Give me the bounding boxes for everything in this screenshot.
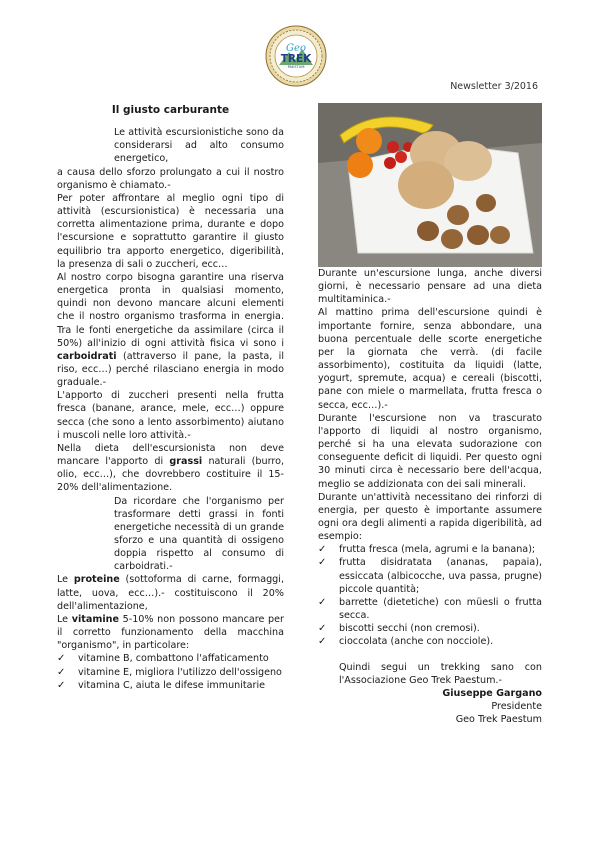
snacks-list [318,543,542,648]
intro-paragraph: Le attività escursionistiche sono da considerarsi ad alto consumo energetico, [114,127,284,165]
signature [318,687,542,726]
term-proteine: proteine [73,574,120,586]
checkmark-icon: ✓ [318,544,327,556]
logo-paestum-text: PAESTUM [287,65,305,69]
checkmark-icon: ✓ [57,679,66,691]
term-vitamine: vitamine [71,613,119,625]
signature-role: Presidente [491,701,542,712]
right-column [318,267,542,726]
signature-org: Geo Trek Paestum [455,714,542,726]
logo-geo-text: Geo [286,43,306,54]
list-item: ✓ vitamina C, aiuta le difese immunitarie [57,679,266,691]
closing-paragraph: Quindi segui un trekking sano con l'Associazione Geo Trek Paestum.- [339,661,542,686]
list-item: ✓ biscotti secchi (non cremosi). [318,623,480,635]
list-item: ✓ vitamine B, combattono l'affaticamento [57,653,269,665]
checkmark-icon: ✓ [318,596,327,608]
list-item: ✓ cioccolata (anche con nocciole). [318,636,494,648]
checkmark-icon: ✓ [318,557,327,569]
left-column [57,104,284,692]
term-grassi: grassi [169,456,203,468]
paragraph-hydration: Durante l'escursione non va trascurato l'apporto di liquidi al nostro organismo, perché si ha una elevata sudorazione con conseguente deficit di liquidi. Per questo ogni 30 minuti circa è necessario bere dell'acqua, meglio se addizionata con dei sali minerali. [318,412,542,490]
vitamins-list [57,652,284,691]
paragraph-fats-note: Da ricordare che l'organismo per trasformare detti grassi in fonti energetiche necessità di un grande sforzo e una quantità di ossigeno doppia rispetto al consumo di carboidrati.- [114,495,284,573]
paragraph-fats: Nella dieta dell'escursionista non deve mancare l'apporto di grassi naturali (burro, olio, ecc…), che dovrebbero costituire il 15-20% dell'alimentazione. [57,442,284,494]
paragraph-sugars: L'apporto di zuccheri presenti nella frutta fresca (banane, arance, mele, ecc…) oppure secca (che sono a lento assorbimento) aiutano i muscoli nelle loro attività.- [57,390,284,441]
signature-name: Giuseppe Gargano [442,687,542,699]
newsletter-label: Newsletter 3/2016 [450,81,538,92]
paragraph-morning: Al mattino prima dell'escursione quindi è importante fornire, senza abbondare, una buona percentuale delle scorte energetiche per la giornata che verrà. (di facile assorbimento), costituita da liquidi (latte, yogurt, spremute, acqua) e cereali (biscotti, pane con miele o marmellata, frutta fresca o secca, ecc…).- [318,307,542,411]
list-item: ✓ frutta fresca (mela, agrumi e la banana); [318,544,536,556]
term-carboidrati: carboidrati [57,350,117,362]
article-title: Il giusto carburante [111,104,230,116]
list-item: ✓ frutta disidratata (ananas, papaia), essiccata (albicocche, uva passa, prugne) piccole quantità; [318,557,542,595]
paragraph-long-hike: Durante un'escursione lunga, anche diversi giorni, è necessario pensare ad una dieta multitaminica.- [318,268,542,306]
paragraph-vitamins: Le vitamine 5-10% non possono mancare per il corretto funzionamento della macchina "organismo", in particolare: [57,613,284,652]
checkmark-icon: ✓ [318,623,327,635]
list-item: ✓ vitamine E, migliora l'utilizzo dell'ossigeno [57,666,282,678]
paragraph-energy: Durante un'attività necessitano dei rinforzi di energia, per questo è importante assumere ogni ora degli alimenti a rapida digeribilità, ad esempio: [318,491,542,543]
food-photo [318,103,542,267]
intro-paragraph-cont: a causa dello sforzo prolungato a cui il nostro organismo è chiamato.- [57,166,284,191]
paragraph-carbohydrates: Al nostro corpo bisogna garantire una riserva energetica pronta in qualsiasi momento, quindi non devono mancare alcuni elementi che il nostro organismo trasforma in energia. Tra le fonti energetiche da assimilare (circa il 50%) all'inizio di ogni attività fisica vi sono i carboidrati (attraverso il pane, la pasta, il riso, ecc…) perché rilasciano energia in modo graduale.- [57,271,284,389]
paragraph-preparation: Per poter affrontare al meglio ogni tipo di attività (escursionistica) è necessaria una corretta alimentazione prima, durante e dopo l'escursione e soprattutto garantire il giusto equilibrio tra apporto energetico, digeribilità, la presenza di sali o zuccheri, ecc… [57,192,284,270]
checkmark-icon: ✓ [318,636,327,648]
checkmark-icon: ✓ [57,666,66,678]
logo-trek-text: TREK [280,53,312,65]
geo-trek-logo [265,25,327,87]
list-item: ✓ barrette (dietetiche) con müesli o frutta secca. [318,596,542,622]
paragraph-proteins: Le proteine (sottoforma di carne, formaggi, latte, uova, ecc…).- costituiscono il 20% dell'alimentazione, [57,574,284,612]
checkmark-icon: ✓ [57,653,66,665]
